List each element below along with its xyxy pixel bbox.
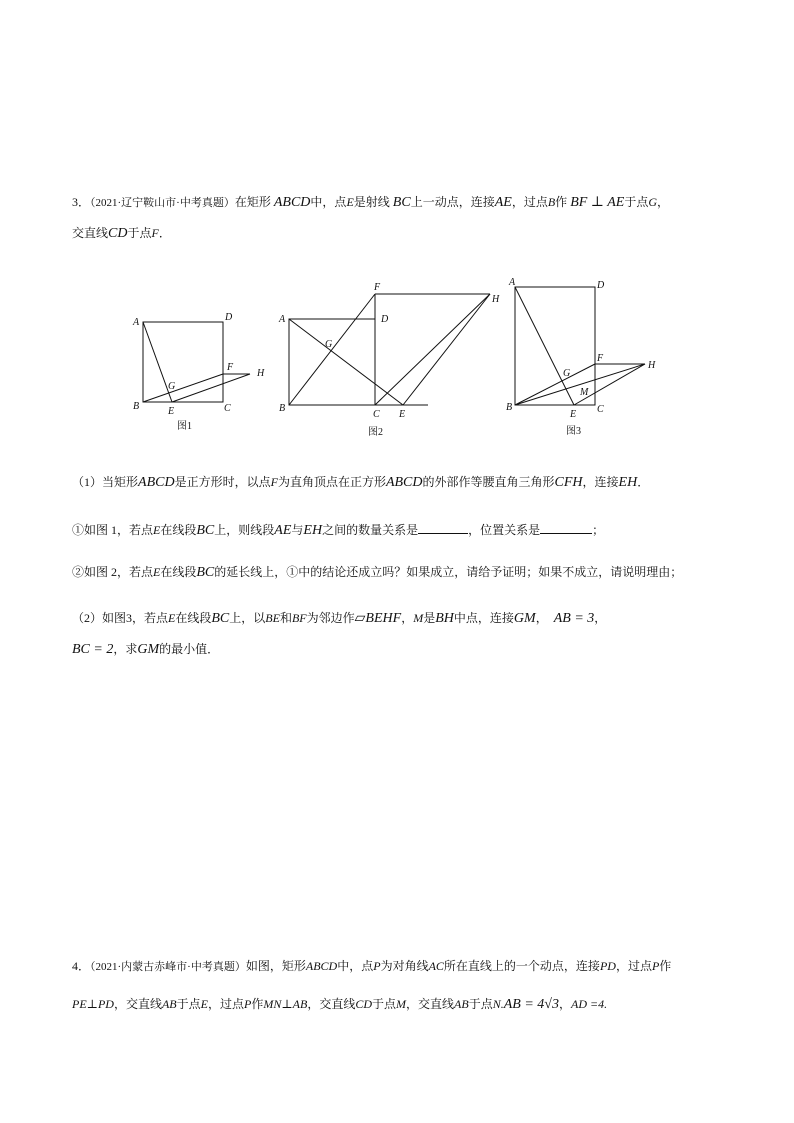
fig1-label-b: B: [133, 401, 140, 412]
answer-blank-quantity[interactable]: [418, 521, 468, 534]
fig1-label-d: D: [225, 312, 233, 323]
fig1-label-g: G: [168, 381, 176, 392]
fig3-label-f: F: [597, 353, 604, 364]
fig1-label-a: A: [133, 317, 140, 328]
q3-line-1: 3．（2021·辽宁鞍山市·中考真题）在矩形 ABCD中，点E是射线 BC上一动点，连接AE，过点B作 BF ⊥ AE于点G，: [72, 195, 670, 210]
fig3-label-a: A: [509, 277, 516, 288]
geometry-figures: [0, 272, 794, 452]
q4-line-1: 4．（2021·内蒙古赤峰市·中考真题）如图，矩形ABCD中，点P为对角线AC所在直线上的一个动点，连接PD，过点P作: [72, 959, 672, 973]
fig2-label-c: C: [373, 409, 380, 420]
fig3-label-g: G: [563, 368, 571, 379]
fig3-label-d: D: [597, 280, 605, 291]
answer-blank-position[interactable]: [540, 521, 592, 534]
caption-fig1: 图1: [177, 421, 192, 432]
q3-sub1: ①如图 1，若点E在线段BC上，则线段AE与EH之间的数量关系是 ，位置关系是 ；: [72, 523, 605, 538]
q3-part2-line1: （2）如图3，若点E在线段BC上，以BE和BF为邻边作▱BEHF，M是BH中点，连接GM， AB = 3，: [72, 611, 607, 626]
fig2-label-g: G: [325, 339, 333, 350]
fig3-label-c: C: [597, 404, 604, 415]
q3-sub2: ②如图 2，若点E在线段BC的延长线上，①中的结论还成立吗？如果成立，请给予证明；如果不成立，请说明理由；: [72, 565, 683, 580]
q3-line-2: 交直线CD于点F．: [72, 226, 171, 241]
fig3-label-h: H: [648, 360, 656, 371]
fig2-label-h: H: [492, 294, 500, 305]
fig1-label-f: F: [227, 362, 234, 373]
caption-fig3: 图3: [566, 426, 581, 437]
caption-fig2: 图2: [368, 427, 383, 438]
fig1-label-c: C: [224, 403, 231, 414]
fig3-label-b: B: [506, 402, 513, 413]
fig2-label-d: D: [381, 314, 389, 325]
q3-part2-line2: BC = 2，求GM的最小值．: [72, 642, 220, 657]
fig1-label-e: E: [168, 406, 175, 417]
fig2-label-e: E: [399, 409, 406, 420]
fig2-label-f: F: [374, 282, 381, 293]
q3-part1: （1）当矩形ABCD是正方形时，以点F为直角顶点在正方形ABCD的外部作等腰直角三角形CFH，连接EH．: [72, 475, 650, 490]
fig3-label-e: E: [570, 409, 577, 420]
fig2-label-a: A: [279, 314, 286, 325]
fig2-label-b: B: [279, 403, 286, 414]
fig1-label-h: H: [257, 368, 265, 379]
fig3-label-m: M: [580, 387, 589, 398]
q4-line-2: PE⊥PD，交直线AB于点E，过点P作MN⊥AB，交直线CD于点M，交直线AB于点N.AB = 4√3，AD =4.: [72, 997, 608, 1012]
